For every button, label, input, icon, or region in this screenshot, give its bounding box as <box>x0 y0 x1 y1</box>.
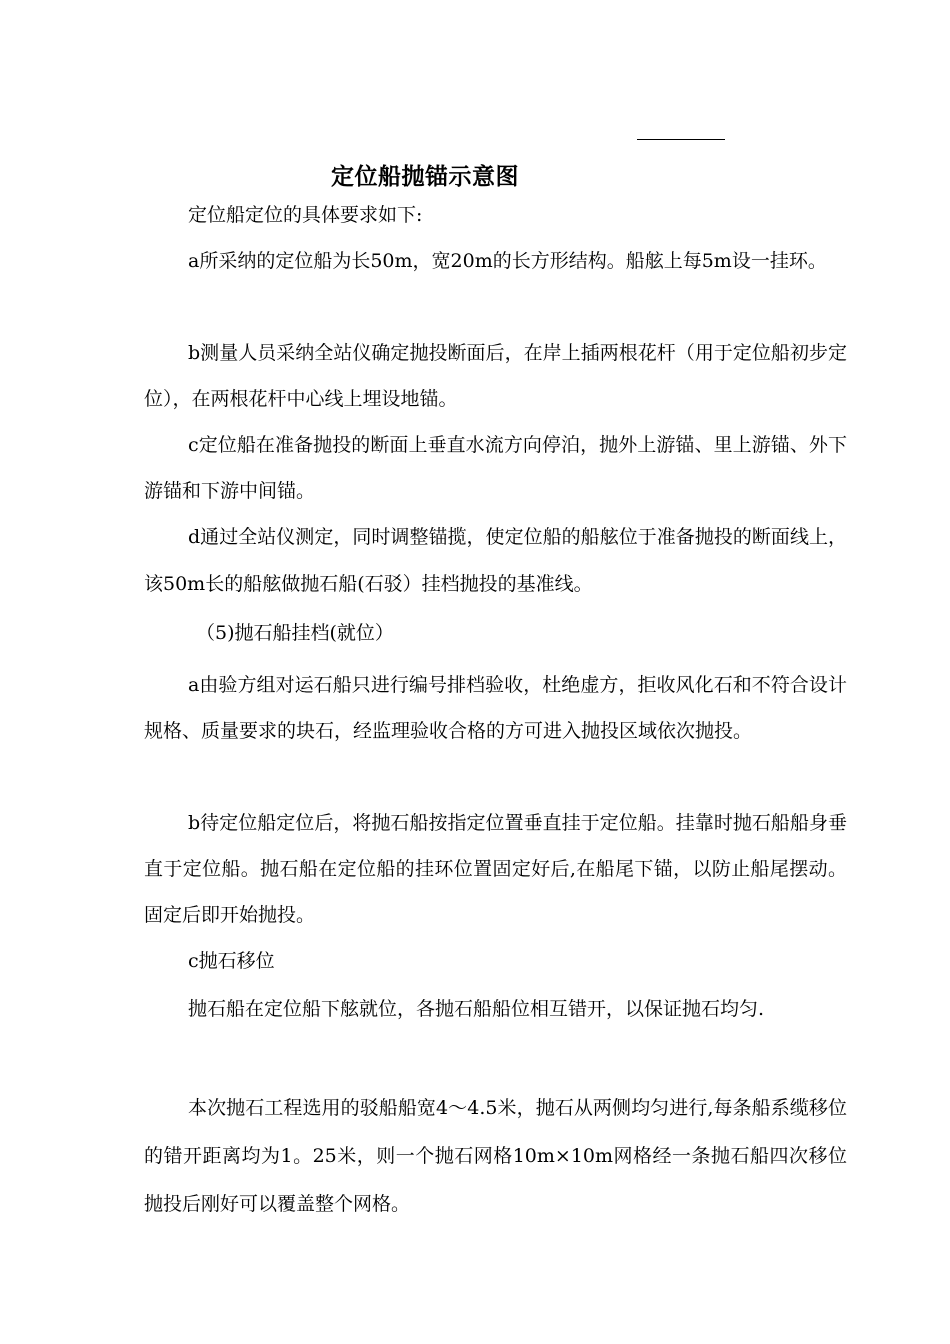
paragraph-a: a所采纳的定位船为长50m，宽20m的长方形结构。船舷上每5m设一挂环。 <box>188 250 827 272</box>
paragraph-5a: a由验方组对运石船只进行编号排档验收，杜绝虚方，拒收风化石和不符合设计规格、质量要求的块石，经监理验收合格的方可进入抛投区域依次抛投。 <box>144 674 847 742</box>
paragraph-barge-width: 本次抛石工程选用的驳船船宽4～4.5米，抛石从两侧均匀进行,每条船系缆移位的错开距离均为1。25米，则一个抛石网格10m×10m网格经一条抛石船四次移位抛投后刚好可以覆盖整个网格。 <box>144 1097 847 1215</box>
page-title: 定位船抛锚示意图 <box>331 164 519 190</box>
paragraph-b: b测量人员采纳全站仪确定抛投断面后，在岸上插两根花杆（用于定位船初步定位），在两根花杆中心线上埋设地锚。 <box>144 342 847 410</box>
paragraph-5b: b待定位船定位后，将抛石船按指定位置垂直挂于定位船。挂靠时抛石船船身垂直于定位船。抛石船在定位船的挂环位置固定好后,在船尾下锚，以防止船尾摆动。固定后即开始抛投。 <box>144 812 847 926</box>
paragraph-d: d通过全站仪测定，同时调整锚揽，使定位船的船舷位于准备抛投的断面线上，该50m长的船舷做抛石船(石驳）挂档抛投的基准线。 <box>144 526 847 595</box>
paragraph-intro: 定位船定位的具体要求如下: <box>188 204 423 226</box>
header-rule <box>637 139 725 140</box>
paragraph-c: c定位船在准备抛投的断面上垂直水流方向停泊，抛外上游锚、里上游锚、外下游锚和下游中间锚。 <box>144 434 847 502</box>
paragraph-5c-body: 抛石船在定位船下舷就位，各抛石船船位相互错开，以保证抛石均匀. <box>188 998 765 1020</box>
section-heading-5: （5)抛石船挂档(就位） <box>196 622 394 644</box>
paragraph-5c-heading: c抛石移位 <box>188 950 275 972</box>
